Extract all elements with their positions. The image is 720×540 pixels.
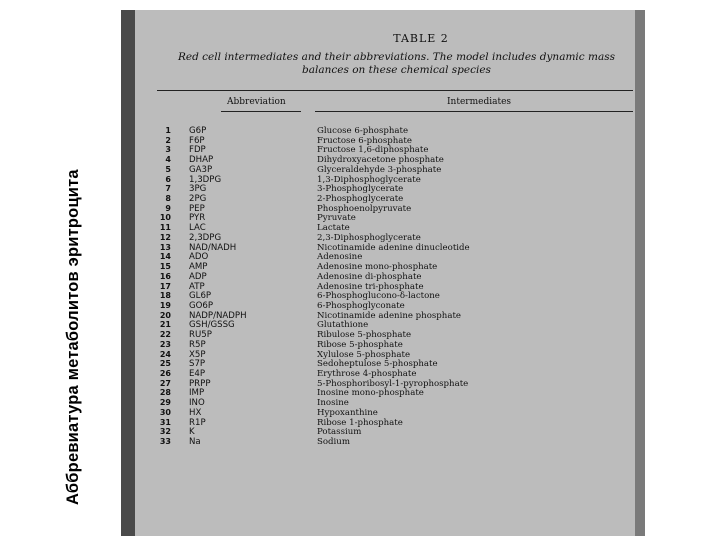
row-number: 24 [159,349,171,359]
row-number: 5 [165,164,171,174]
row-number: 22 [159,330,171,340]
row-abbreviation: INO [189,398,205,409]
table-row [157,262,633,272]
row-abbreviation: G6P [189,126,207,136]
table-row [157,165,633,175]
table-body [157,126,633,447]
row-intermediate: Glyceraldehyde 3-phosphate [317,164,442,175]
row-abbreviation: S7P [189,359,206,370]
row-intermediate: Nicotinamide adenine dinucleotide [317,242,470,253]
row-number: 9 [165,203,171,213]
row-abbreviation: ADO [189,252,209,263]
row-number: 16 [159,271,171,281]
row-number: 21 [159,320,171,330]
row-number: 20 [159,310,171,320]
row-intermediate: Fructose 6-phosphate [317,135,412,146]
table-row [157,418,633,428]
row-intermediate: Erythrose 4-phosphate [317,368,417,379]
row-intermediate: Lactate [317,223,350,234]
row-intermediate: Adenosine tri-phosphate [317,281,424,292]
row-abbreviation: HX [189,407,202,418]
row-abbreviation: PEP [189,203,205,214]
row-intermediate: Ribose 5-phosphate [317,339,403,350]
row-intermediate: Ribulose 5-phosphate [317,330,412,341]
row-intermediate: 5-Phosphoribosyl-1-pyrophosphate [317,378,469,389]
row-intermediate: Fructose 1,6-diphosphate [317,145,429,156]
row-abbreviation: NADP/NADPH [189,310,247,321]
table-row [157,359,633,369]
row-intermediate: Glutathione [317,320,369,331]
row-abbreviation: K [189,427,195,438]
row-abbreviation: X5P [189,349,206,360]
row-intermediate: 6-Phosphoglyconate [317,300,405,311]
top-rule [157,90,633,91]
row-intermediate: Ribose 1-phosphate [317,417,403,428]
row-number: 4 [165,155,171,165]
table-row [157,398,633,408]
table-row [157,369,633,379]
row-intermediate: Nicotinamide adenine phosphate [317,310,461,321]
row-intermediate: Adenosine di-phosphate [317,271,422,282]
table-row [157,330,633,340]
row-number: 31 [159,417,171,427]
row-abbreviation: GSH/GSSG [189,320,235,331]
row-abbreviation: AMP [189,262,208,273]
row-number: 8 [165,194,171,204]
row-abbreviation: R5P [189,339,206,350]
row-intermediate: Sodium [317,437,350,447]
header-abbreviation: Abbreviation [227,97,286,107]
row-number: 23 [159,339,171,349]
row-intermediate: 6-Phosphoglucono-δ-lactone [317,291,440,302]
table-row [157,204,633,214]
row-intermediate: Adenosine mono-phosphate [317,262,438,273]
row-abbreviation: PRPP [189,378,211,389]
row-number: 10 [159,213,171,223]
row-number: 28 [159,388,171,398]
table-row [157,379,633,389]
row-number: 15 [159,262,171,272]
row-intermediate: Sedoheptulose 5-phosphate [317,359,438,370]
row-number: 1 [165,126,171,135]
header-rule-right [315,111,633,112]
table-row [157,388,633,398]
row-number: 29 [159,398,171,408]
row-abbreviation: F6P [189,135,205,146]
table-row [157,194,633,204]
table-row [157,213,633,223]
row-intermediate: 1,3-Diphosphoglycerate [317,174,421,185]
row-abbreviation: 1,3DPG [189,174,222,185]
row-intermediate: Dihydroxyacetone phosphate [317,155,444,166]
row-intermediate: Inosine mono-phosphate [317,388,424,399]
table-caption: Red cell intermediates and their abbreviations. The model includes dynamic mass balances on these chemical species [178,51,615,76]
row-abbreviation: ADP [189,271,207,282]
row-abbreviation: GO6P [189,300,214,311]
table-row [157,350,633,360]
row-abbreviation: R1P [189,417,206,428]
row-abbreviation: GL6P [189,291,212,302]
row-abbreviation: FDP [189,145,206,156]
row-number: 19 [159,300,171,310]
table-row [157,301,633,311]
slide-title: Аббревиатура метаболитов эритроцита [64,169,82,505]
table-row [157,145,633,155]
row-intermediate: Inosine [317,398,349,409]
table-row [157,437,633,447]
row-abbreviation: DHAP [189,155,214,166]
row-number: 6 [165,174,171,184]
row-number: 13 [159,242,171,252]
row-intermediate: 3-Phosphoglycerate [317,184,404,195]
row-abbreviation: GA3P [189,164,213,175]
row-number: 7 [165,184,171,194]
row-number: 25 [159,359,171,369]
table-row [157,155,633,165]
row-abbreviation: RU5P [189,330,212,341]
row-number: 11 [159,223,171,233]
row-intermediate: Adenosine [317,252,363,263]
row-abbreviation: 2PG [189,194,207,205]
table-row [157,320,633,330]
header-rule-left [221,111,301,112]
row-abbreviation: E4P [189,368,206,379]
table-row [157,252,633,262]
table-row [157,243,633,253]
row-intermediate: 2-Phosphoglycerate [317,194,404,205]
row-number: 27 [159,378,171,388]
row-number: 33 [159,437,171,446]
table-row [157,272,633,282]
table-row [157,136,633,146]
header-intermediates: Intermediates [447,97,512,107]
row-number: 12 [159,232,171,242]
row-abbreviation: 2,3DPG [189,232,222,243]
row-abbreviation: LAC [189,223,206,234]
table-row [157,282,633,292]
table-row [157,175,633,185]
table-row [157,408,633,418]
row-number: 17 [159,281,171,291]
table-row [157,233,633,243]
row-abbreviation: IMP [189,388,205,399]
table-label: TABLE 2 [393,32,449,45]
row-number: 14 [159,252,171,262]
row-number: 32 [159,427,171,437]
row-intermediate: Hypoxanthine [317,407,378,418]
scanned-table-page [121,10,645,536]
row-number: 30 [159,407,171,417]
table-row [157,223,633,233]
table-row [157,311,633,321]
row-abbreviation: PYR [189,213,206,224]
row-intermediate: 2,3-Diphosphoglycerate [317,232,421,243]
row-number: 2 [165,135,171,145]
table-row [157,340,633,350]
row-number: 18 [159,291,171,301]
row-intermediate: Pyruvate [317,213,356,224]
row-intermediate: Phosphoenolpyruvate [317,203,412,214]
row-number: 26 [159,368,171,378]
row-abbreviation: 3PG [189,184,207,195]
table-row [157,291,633,301]
row-abbreviation: NAD/NADH [189,242,237,253]
row-number: 3 [165,145,171,155]
row-intermediate: Potassium [317,427,362,438]
row-abbreviation: ATP [189,281,205,292]
row-intermediate: Glucose 6-phosphate [317,126,409,136]
row-abbreviation: Na [189,437,201,447]
row-intermediate: Xylulose 5-phosphate [317,349,411,360]
table-row [157,184,633,194]
table-row [157,427,633,437]
table-row [157,126,633,136]
